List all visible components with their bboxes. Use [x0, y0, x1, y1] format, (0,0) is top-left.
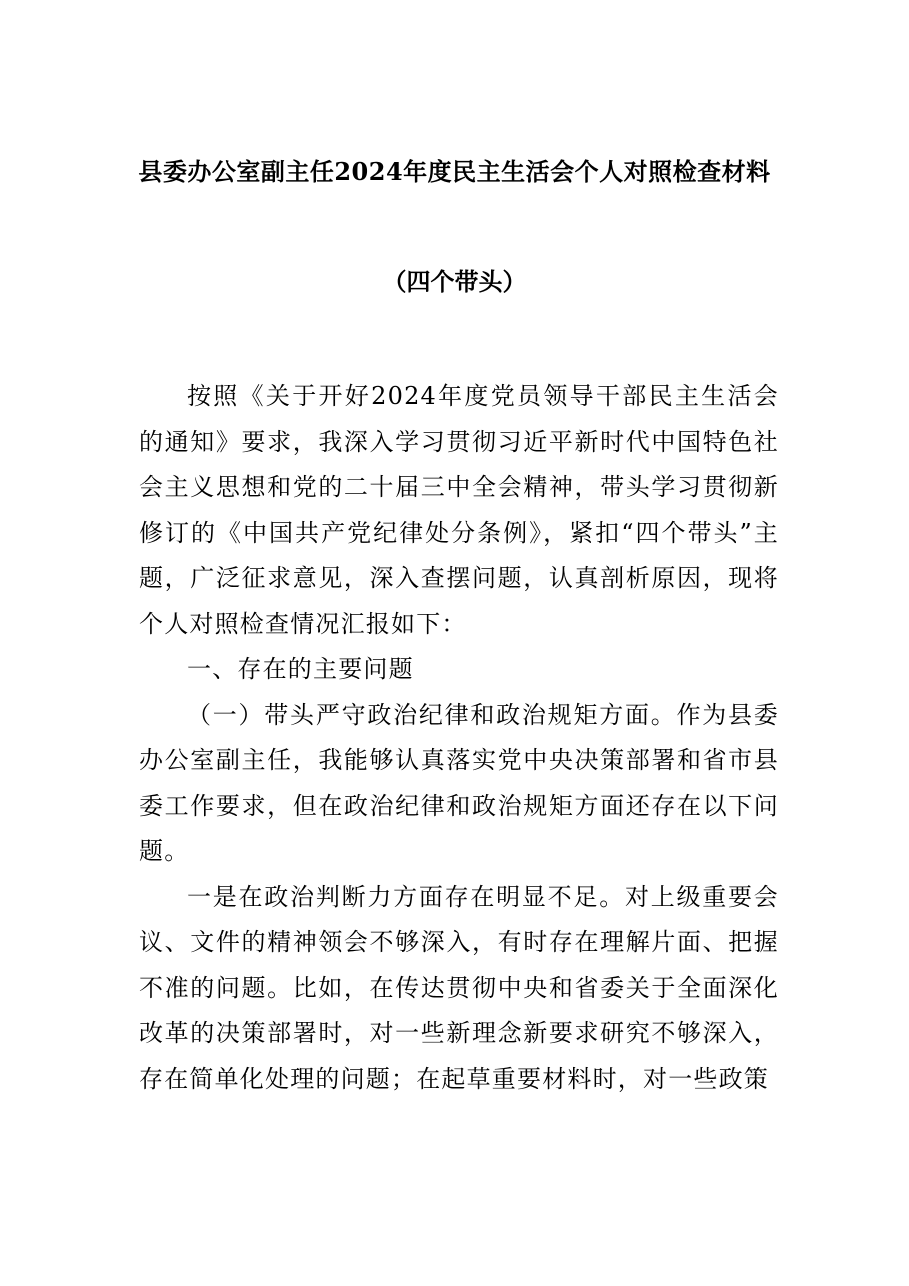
section-heading: 一、存在的主要问题 [187, 655, 414, 683]
issue-paragraph: 一是在政治判断力方面存在明显不足。对上级重要会议、文件的精神领会不够深入，有时存在理解片面、把握不准的问题。比如，在传达贯彻中央和省委关于全面深化改革的决策部署时，对一些新理念新要求研究不够深入，存在简单化处理的问题；在起草重要材料时，对一些政策 [139, 882, 779, 1093]
document-subtitle: （四个带头） [382, 267, 527, 296]
document-title: 县委办公室副主任2024年度民主生活会个人对照检查材料 [138, 157, 771, 186]
subsection-paragraph: （一）带头严守政治纪律和政治规矩方面。作为县委办公室副主任，我能够认真落实党中央决策部署和省市县委工作要求，但在政治纪律和政治规矩方面还存在以下问题。 [139, 700, 779, 865]
intro-paragraph: 按照《关于开好2024年度党员领导干部民主生活会的通知》要求，我深入学习贯彻习近平新时代中国特色社会主义思想和党的二十届三中全会精神，带头学习贯彻新修订的《中国共产党纪律处分条例》，紧扣“四个带头”主题，广泛征求意见，深入查摆问题，认真剖析原因，现将个人对照检查情况汇报如下： [139, 382, 779, 638]
document-body [139, 374, 779, 1102]
